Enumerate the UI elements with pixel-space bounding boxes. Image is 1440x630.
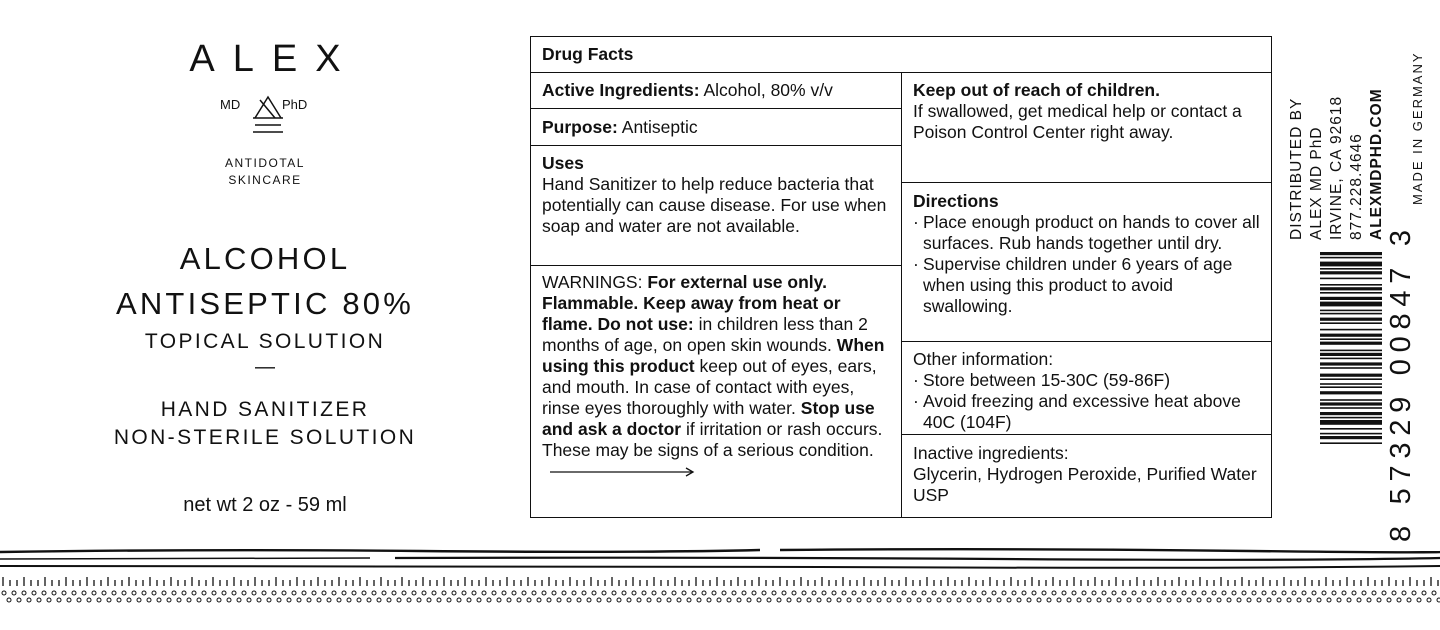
directions-item: [913, 254, 1260, 317]
product-use: [60, 396, 470, 452]
distributor-line-2: ALEX MD PhD: [1308, 126, 1325, 240]
uses-label: Uses: [542, 153, 584, 173]
uses: [531, 146, 901, 266]
drug-facts-panel: [530, 36, 1272, 518]
triangle-logo-icon: [253, 94, 283, 136]
keep-out-of-reach: [902, 73, 1271, 183]
distributor-line-1: DISTRIBUTED BY: [1288, 97, 1305, 240]
distributor-website: ALEXMDPHD.COM: [1368, 88, 1385, 240]
country-of-origin: [1410, 30, 1432, 205]
other-information-label: Other information:: [913, 349, 1054, 369]
directions-item: [913, 212, 1260, 254]
brand-logo: [215, 92, 325, 136]
warnings-bold-3: Stop use and ask a doctor: [542, 398, 875, 439]
warnings-text-1: in children less than 2 months of age, on open skin wounds.: [542, 314, 868, 355]
drug-facts-left-column: [531, 73, 902, 517]
brand-tagline: [60, 155, 470, 189]
keep-out-text: If swallowed, get medical help or contact a Poison Control Center right away.: [913, 101, 1242, 142]
decorative-ticks: [3, 577, 1438, 586]
other-information-item: [913, 391, 1260, 433]
bullet-icon: ·: [913, 370, 919, 390]
logo-md: MD: [220, 97, 241, 112]
warnings-bold-1: For external use only. Flammable. Keep away from heat or flame. Do not use:: [542, 272, 841, 334]
barcode-icon: [1318, 230, 1418, 542]
inactive-ingredients-label: Inactive ingredients:: [913, 443, 1069, 463]
net-weight: net wt 2 oz - 59 ml: [183, 494, 347, 516]
decorative-dots: [2, 591, 1440, 602]
uses-text: Hand Sanitizer to help reduce bacteria that potentially can cause disease. For use when soap and water are not available.: [542, 174, 887, 236]
keep-out-label: Keep out of reach of children.: [913, 80, 1160, 100]
drug-facts-right-column: [902, 73, 1271, 517]
warnings-bold-2: When using this product: [542, 335, 885, 376]
product-form: TOPICAL SOLUTION: [144, 330, 386, 353]
right-arrow-icon: [550, 467, 696, 477]
other-information: [902, 342, 1271, 435]
other-information-item: [913, 370, 1260, 391]
logo-phd: PhD: [282, 97, 308, 112]
purpose: [531, 109, 901, 146]
warnings-text-2: keep out of eyes, ears, and mouth. In case of contact with eyes, rinse eyes thoroughly with water.: [542, 356, 877, 418]
decorative-lines: [0, 549, 1440, 568]
bullet-icon: ·: [913, 391, 919, 411]
purpose-value: Antiseptic: [621, 117, 698, 137]
directions-item-text: Place enough product on hands to cover all surfaces. Rub hands together until dry.: [923, 212, 1260, 253]
bullet-icon: ·: [913, 212, 919, 232]
active-ingredients: [531, 73, 901, 109]
tagline-line-1: ANTIDOTAL: [225, 156, 305, 170]
product-separator: —: [255, 356, 275, 378]
active-ingredients-label: Active Ingredients:: [542, 80, 700, 100]
decorative-border: [0, 540, 1440, 630]
barcode-digits: 8 57329 00847 3: [1385, 230, 1417, 542]
distributor-line-3: IRVINE, CA 92618: [1328, 95, 1345, 240]
product-use-line-2: NON-STERILE SOLUTION: [113, 426, 417, 449]
directions: [902, 183, 1271, 342]
brand-panel: [60, 0, 470, 540]
tagline-line-2: SKINCARE: [228, 173, 302, 187]
bullet-icon: ·: [913, 254, 919, 274]
distributor-info: [1287, 30, 1427, 240]
other-information-item-text: Store between 15-30C (59-86F): [923, 370, 1171, 390]
purpose-label: Purpose:: [542, 117, 618, 137]
inactive-ingredients: [902, 435, 1271, 517]
active-ingredients-value: Alcohol, 80% v/v: [703, 80, 833, 100]
inactive-ingredients-text: Glycerin, Hydrogen Peroxide, Purified Water USP: [913, 464, 1257, 505]
drug-facts-header: Drug Facts: [531, 37, 1271, 73]
warnings-text-3: if irritation or rash occurs. These may be signs of a serious condition.: [542, 419, 883, 460]
warnings: [531, 266, 901, 517]
made-in-text: MADE IN GERMANY: [1410, 51, 1425, 205]
product-title: [60, 236, 470, 326]
directions-item-text: Supervise children under 6 years of age when using this product to avoid swallowing.: [923, 254, 1233, 316]
brand-name: ALEX: [189, 38, 359, 80]
product-title-line-2: ANTISEPTIC 80%: [115, 286, 415, 321]
distributor-phone: 877.228.4646: [1348, 133, 1365, 240]
other-information-item-text: Avoid freezing and excessive heat above 40C (104F): [923, 391, 1241, 432]
barcode-bars: [1320, 252, 1382, 444]
product-title-line-1: ALCOHOL: [179, 241, 351, 276]
warnings-label: WARNINGS:: [542, 272, 643, 292]
directions-label: Directions: [913, 191, 999, 211]
product-use-line-1: HAND SANITIZER: [160, 398, 370, 421]
